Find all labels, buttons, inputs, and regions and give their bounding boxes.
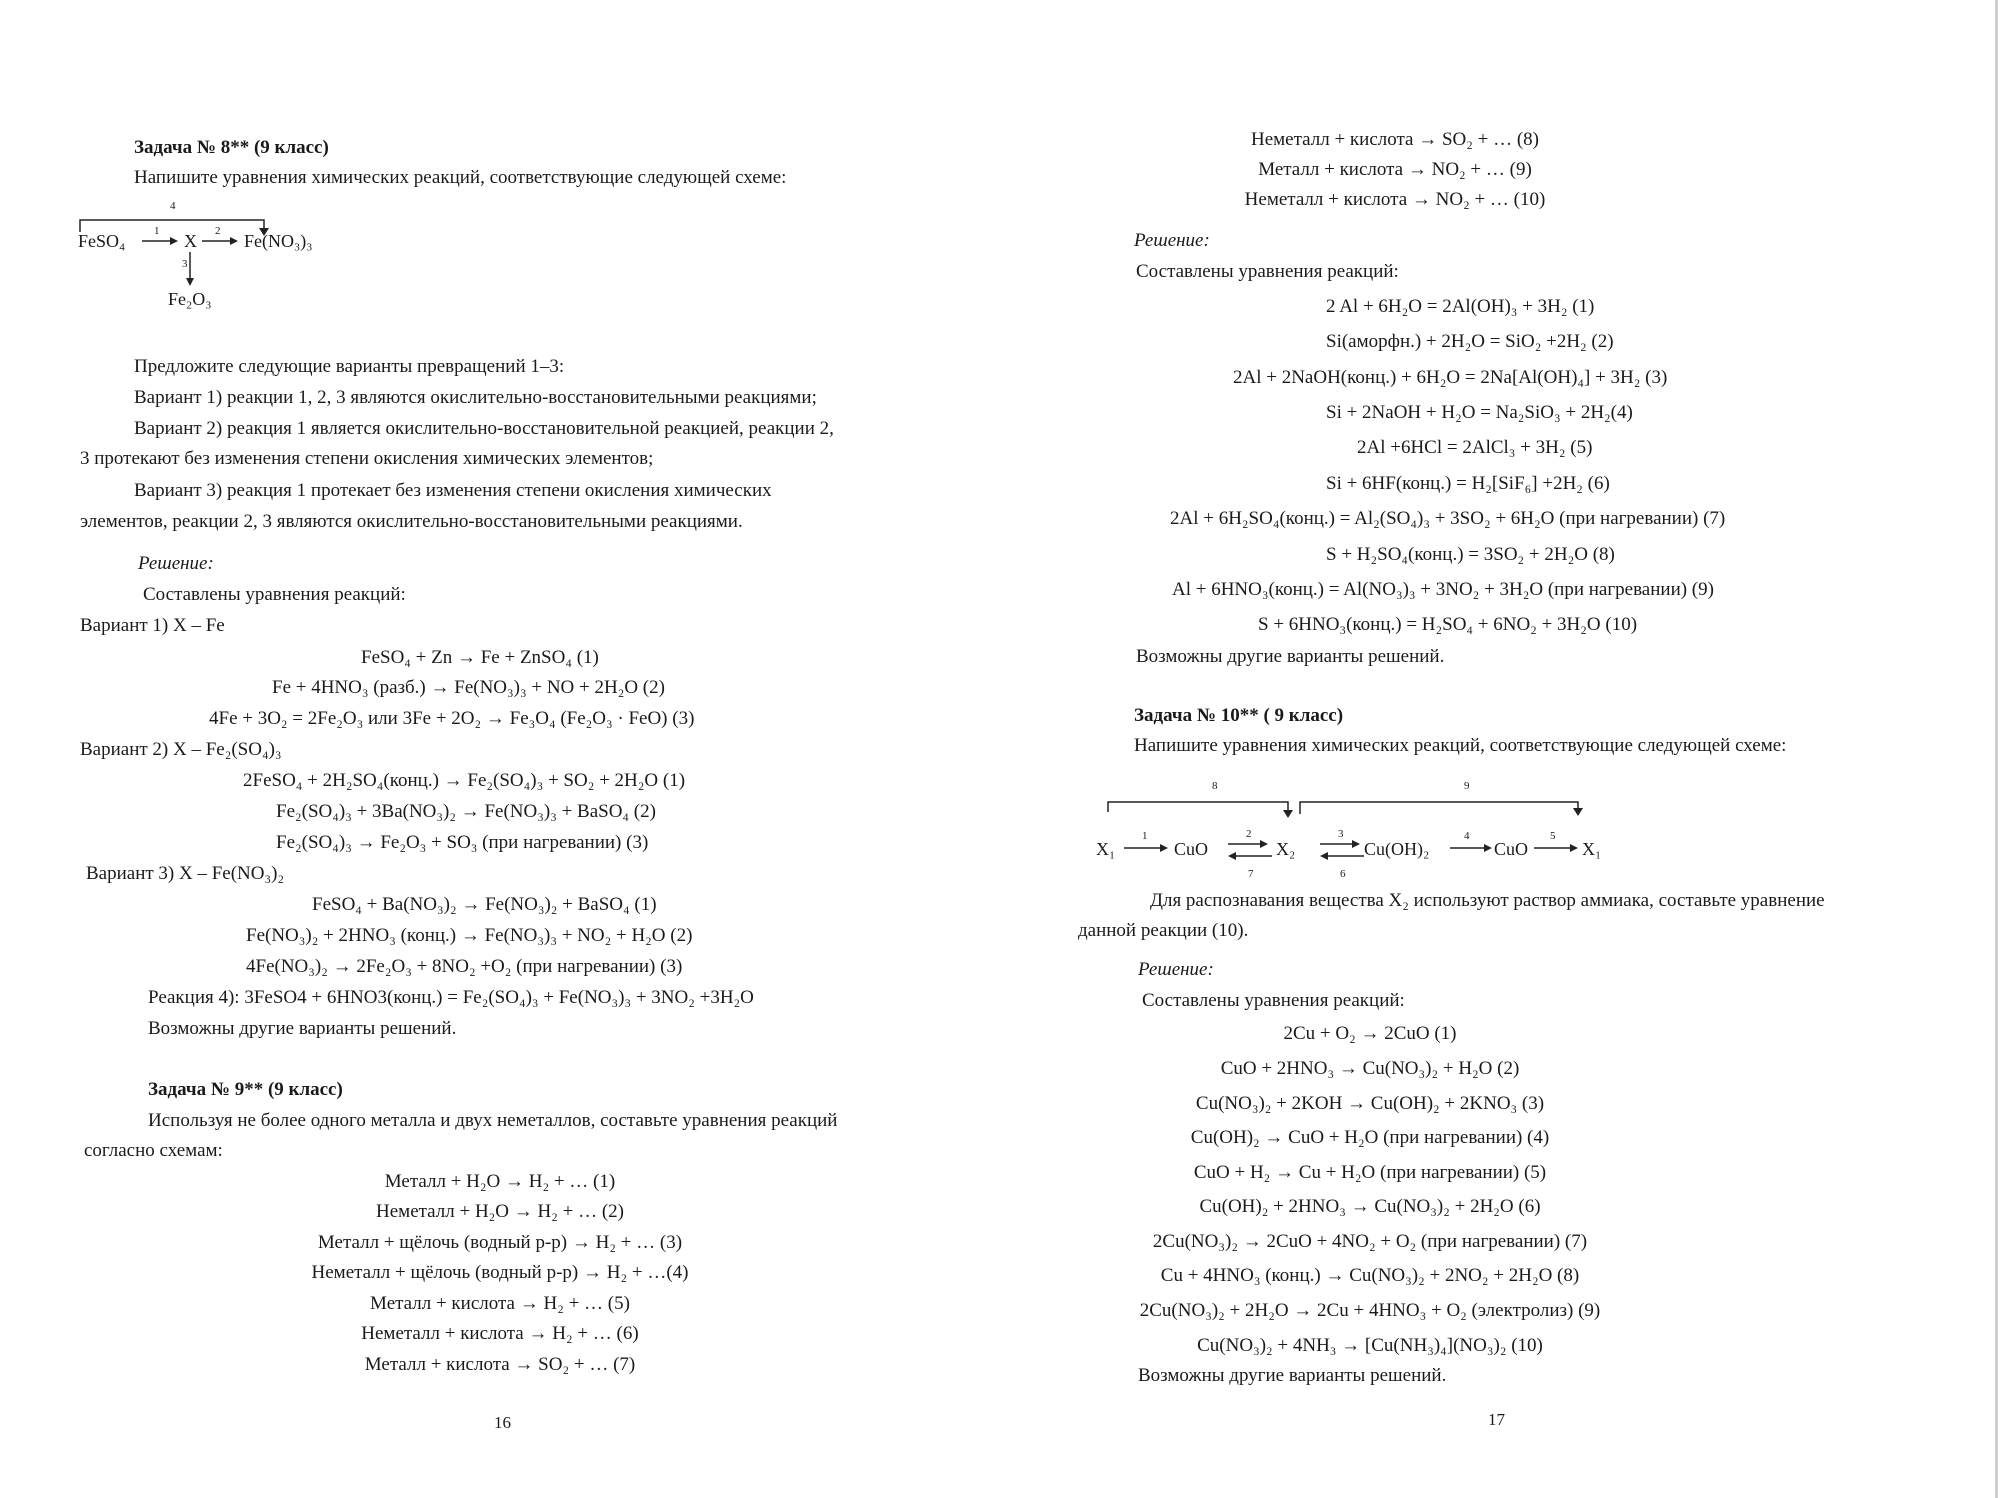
task8-proposal: Предложите следующие варианты превращений 1–3: — [134, 356, 565, 377]
task9-title: Задача № 9** (9 класс) — [148, 1079, 343, 1100]
task8-title: Задача № 8** (9 класс) — [134, 137, 329, 158]
v1-eq3: 4Fe + 3O₂ = 2Fe₂O₃ или 3Fe + 2O₂ → Fe₃O₄ (Fe₂O₃ · FeO) (3) — [209, 708, 695, 729]
t10-eq4: Cu(OH)₂ → CuO + H₂O (при нагревании) (4) — [1190, 1127, 1550, 1148]
t10-eq2: CuO + 2HNO₃ → Cu(NO₃)₂ + H₂O (2) — [1220, 1058, 1520, 1079]
scheme-5: Металл + кислота → H₂ + … (5) — [370, 1293, 630, 1314]
arrow-num-4: 4 — [170, 200, 176, 212]
task8-prompt: Напишите уравнения химических реакций, соответствующие следующей схеме: — [134, 167, 787, 188]
task10-scheme — [1094, 774, 1614, 886]
scheme-cuo: CuO — [1174, 839, 1209, 859]
t9-eq8: S + H₂SO₄(конц.) = 3SO₂ + 2H₂O (8) — [1326, 544, 1615, 565]
arrow-num-5: 5 — [1550, 830, 1556, 842]
t9-eq1: 2 Al + 6H₂O = 2Al(OH)₃ + 3H₂ (1) — [1326, 296, 1595, 317]
recognition-line2: данной реакции (10). — [1078, 920, 1249, 941]
task9-solution-label: Решение: — [1134, 230, 1210, 251]
t9-eq3: 2Al + 2NaOH(конц.) + 6H₂O = 2Na[Al(OH)₄] + 3H₂ (3) — [1233, 367, 1668, 388]
t9-eq7: 2Al + 6H₂SO₄(конц.) = Al₂(SO₄)₃ + 3SO₂ + 6H₂O (при нагревании) (7) — [1170, 508, 1726, 529]
task8-other: Возможны другие варианты решений. — [148, 1018, 457, 1039]
t9-eq2: Si(аморфн.) + 2H₂O = SiO₂ +2H₂ (2) — [1326, 331, 1614, 352]
task8-variant2-line2: 3 протекают без изменения степени окисления химических элементов; — [80, 448, 654, 469]
scheme-4: Неметалл + щёлочь (водный р-р) → H₂ + …(4) — [311, 1262, 689, 1283]
scheme-9: Металл + кислота → NO₂ + … (9) — [1258, 159, 1532, 180]
task10-prompt: Напишите уравнения химических реакций, соответствующие следующей схеме: — [1134, 735, 1787, 756]
task8-variant3-line2: элементов, реакции 2, 3 являются окислительно-восстановительными реакциями. — [80, 511, 743, 532]
task8-scheme — [78, 200, 398, 310]
task9-composed: Составлены уравнения реакций: — [1136, 261, 1399, 282]
task8-variant1: Вариант 1) реакции 1, 2, 3 являются окислительно-восстановительными реакциями; — [134, 387, 817, 408]
arrow-num-4: 4 — [1464, 830, 1470, 842]
v3-eq1: FeSO₄ + Ba(NO₃)₂ → Fe(NO₃)₂ + BaSO₄ (1) — [312, 894, 657, 915]
arrow-num-3: 3 — [1338, 828, 1344, 840]
variant1-head: Вариант 1) X – Fe — [80, 615, 225, 636]
scheme-x1: X₁ — [1096, 839, 1116, 859]
v2-eq1: 2FeSO₄ + 2H₂SO₄(конц.) → Fe₂(SO₄)₃ + SO₂ + 2H₂O (1) — [243, 770, 686, 791]
t10-eq10: Cu(NO₃)₂ + 4NH₃ → [Cu(NH₃)₄](NO₃)₂ (10) — [1197, 1335, 1543, 1356]
scheme-10: Неметалл + кислота → NO₂ + … (10) — [1244, 189, 1546, 210]
t9-eq6: Si + 6HF(конц.) = H₂[SiF₆] +2H₂ (6) — [1326, 473, 1610, 494]
v2-eq2: Fe₂(SO₄)₃ + 3Ba(NO₃)₂ → Fe(NO₃)₃ + BaSO₄ (2) — [276, 801, 656, 822]
t10-eq3: Cu(NO₃)₂ + 2KOH → Cu(OH)₂ + 2KNO₃ (3) — [1195, 1093, 1545, 1114]
variant3-head: Вариант 3) X – Fe(NO₃)₂ — [86, 863, 285, 884]
right-page — [1000, 0, 2000, 1498]
task10-scheme-arrows — [1094, 774, 1614, 886]
page-number-left: 16 — [494, 1413, 511, 1432]
t9-eq4: Si + 2NaOH + H₂O = Na₂SiO₃ + 2H₂(4) — [1326, 402, 1633, 423]
task10-composed: Составлены уравнения реакций: — [1142, 990, 1405, 1011]
t9-eq5: 2Al +6HCl = 2AlCl₃ + 3H₂ (5) — [1357, 437, 1593, 458]
t10-eq5: CuO + H₂ → Cu + H₂O (при нагревании) (5) — [1193, 1162, 1547, 1183]
v1-eq1: FeSO₄ + Zn → Fe + ZnSO₄ (1) — [361, 647, 599, 668]
scheme-cuoh2: Cu(OH)₂ — [1364, 839, 1430, 859]
task8-variant3-line1: Вариант 3) реакция 1 протекает без изменения степени окисления химических — [134, 480, 772, 501]
arrow-num-6: 6 — [1340, 868, 1346, 880]
v3-eq3: 4Fe(NO₃)₂ → 2Fe₂O₃ + 8NO₂ +O₂ (при нагревании) (3) — [246, 956, 683, 977]
task8-scheme-arrows — [78, 200, 398, 310]
task8-solution-label: Решение: — [138, 553, 214, 574]
scheme-cuo-2: CuO — [1494, 839, 1529, 859]
v3-eq2: Fe(NO₃)₂ + 2HNO₃ (конц.) → Fe(NO₃)₃ + NO₂ + H₂O (2) — [246, 925, 693, 946]
scheme-7: Металл + кислота → SO₂ + … (7) — [364, 1354, 636, 1375]
scheme-1: Металл + H₂O → H₂ + … (1) — [384, 1171, 616, 1192]
task9-prompt-line2: согласно схемам: — [84, 1140, 223, 1161]
task8-composed: Составлены уравнения реакций: — [143, 584, 406, 605]
arrow-num-2: 2 — [1246, 828, 1252, 840]
scheme-3: Металл + щёлочь (водный р-р) → H₂ + … (3) — [317, 1232, 683, 1253]
scheme-8: Неметалл + кислота → SO₂ + … (8) — [1251, 129, 1539, 150]
t9-eq10: S + 6HNO₃(конц.) = H₂SO₄ + 6NO₂ + 3H₂O (10) — [1258, 614, 1638, 635]
task10-other: Возможны другие варианты решений. — [1138, 1365, 1447, 1386]
scheme-fe2o3: Fe₂O₃ — [168, 289, 212, 309]
arrow-num-1: 1 — [154, 225, 160, 237]
variant2-head: Вариант 2) X – Fe₂(SO₄)₃ — [80, 739, 282, 760]
reaction4: Реакция 4): 3FeSO4 + 6HNO3(конц.) = Fe₂(SO₄)₃ + Fe(NO₃)₃ + 3NO₂ +3H₂O — [148, 987, 754, 1008]
scheme-x1-end: X₁ — [1582, 839, 1602, 859]
t9-eq9: Al + 6HNO₃(конц.) = Al(NO₃)₃ + 3NO₂ + 3H₂O (при нагревании) (9) — [1172, 579, 1714, 600]
task8-variant2-line1: Вариант 2) реакция 1 является окислительно-восстановительной реакцией, реакции 2, — [134, 418, 834, 439]
page-number-right: 17 — [1488, 1410, 1505, 1429]
arrow-num-9: 9 — [1464, 780, 1470, 792]
task9-other: Возможны другие варианты решений. — [1136, 646, 1445, 667]
scan-edge-divider — [1995, 0, 1998, 1498]
arrow-num-2: 2 — [215, 225, 221, 237]
arrow-num-7: 7 — [1248, 868, 1254, 880]
arrow-num-1: 1 — [1142, 830, 1148, 842]
task9-prompt-line1: Используя не более одного металла и двух неметаллов, составьте уравнения реакций — [148, 1110, 838, 1131]
scheme-x: X — [184, 231, 197, 251]
scheme-x2: X₂ — [1276, 839, 1296, 859]
scheme-feso4: FeSO₄ — [78, 231, 126, 251]
scheme-fe-no3-3: Fe(NO₃)₃ — [244, 231, 313, 251]
arrow-num-8: 8 — [1212, 780, 1218, 792]
t10-eq8: Cu + 4HNO₃ (конц.) → Cu(NO₃)₂ + 2NO₂ + 2H₂O (8) — [1160, 1265, 1580, 1286]
arrow-num-3: 3 — [182, 258, 188, 270]
scheme-2: Неметалл + H₂O → H₂ + … (2) — [376, 1201, 624, 1222]
t10-eq9: 2Cu(NO₃)₂ + 2H₂O → 2Cu + 4HNO₃ + O₂ (электролиз) (9) — [1139, 1300, 1601, 1321]
task10-solution-label: Решение: — [1138, 959, 1214, 980]
t10-eq7: 2Cu(NO₃)₂ → 2CuO + 4NO₂ + O₂ (при нагревании) (7) — [1152, 1231, 1588, 1252]
task10-title: Задача № 10** ( 9 класс) — [1134, 705, 1344, 726]
t10-eq6: Cu(OH)₂ + 2HNO₃ → Cu(NO₃)₂ + 2H₂O (6) — [1199, 1196, 1541, 1217]
recognition-line1: Для распознавания вещества X₂ используют раствор аммиака, составьте уравнение — [1150, 890, 1825, 911]
v2-eq3: Fe₂(SO₄)₃ → Fe₂O₃ + SO₃ (при нагревании) (3) — [276, 832, 649, 853]
scheme-6: Неметалл + кислота → H₂ + … (6) — [361, 1323, 639, 1344]
t10-eq1: 2Cu + O₂ → 2CuO (1) — [1283, 1023, 1457, 1044]
v1-eq2: Fe + 4HNO₃ (разб.) → Fe(NO₃)₃ + NO + 2H₂O (2) — [272, 677, 665, 698]
